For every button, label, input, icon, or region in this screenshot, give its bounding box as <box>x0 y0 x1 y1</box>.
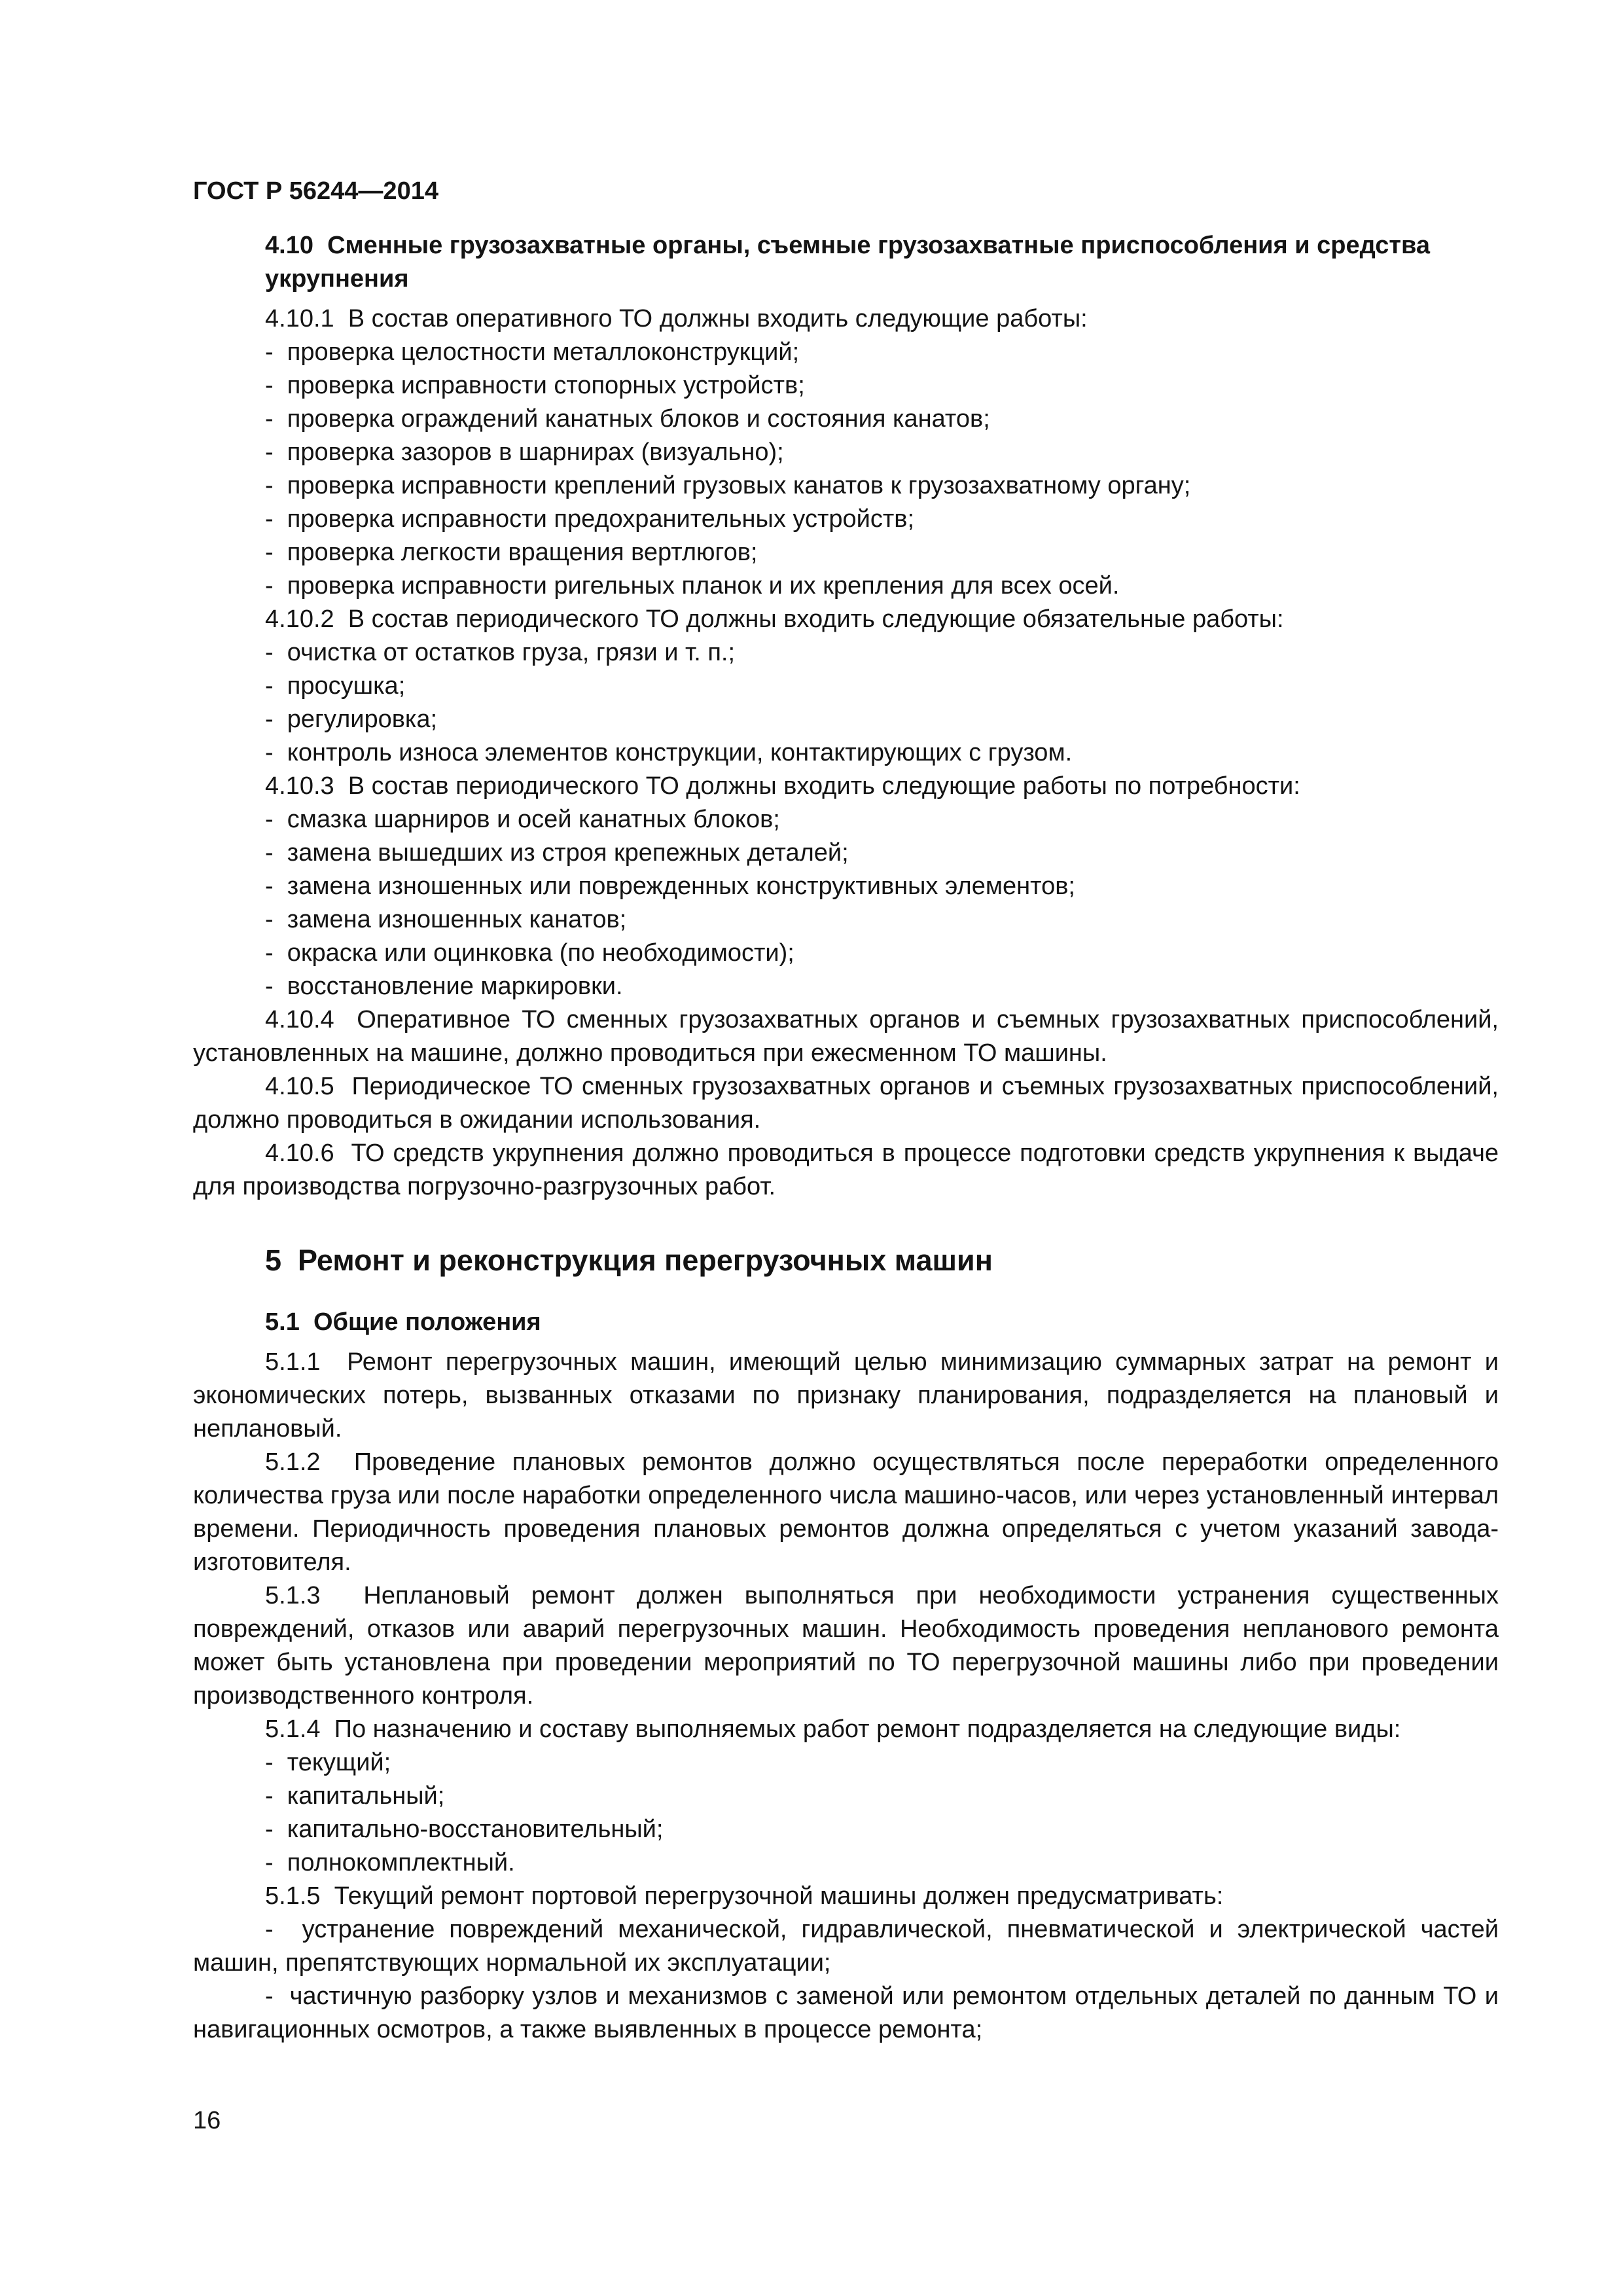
paragraph: 4.10.5 Периодическое ТО сменных грузозахватных органов и съемных грузозахватных приспособлений, должно проводиться в ожидании использования. <box>193 1073 1499 1134</box>
paragraph: 5.1.3 Неплановый ремонт должен выполняться при необходимости устранения существенных повреждений, отказов или аварий перегрузочных машин. Необходимость проведения непланового ремонта может быть установлена при проведении мероприятий по ТО перегрузочной машины либо при проведении производственного контроля. <box>193 1582 1499 1710</box>
list-item: - восстановление маркировки. <box>265 973 623 1000</box>
page-number: 16 <box>193 2107 221 2134</box>
paragraph: 5.1.1 Ремонт перегрузочных машин, имеющий целью минимизацию суммарных затрат на ремонт и экономических потерь, вызванных отказами по признаку планирования, подразделяется на плановый и неплановый. <box>193 1348 1499 1443</box>
paragraph: 4.10.2 В состав периодического ТО должны входить следующие обязательные работы: <box>265 605 1284 633</box>
chapter-heading: 5 Ремонт и реконструкция перегрузочных машин <box>265 1244 993 1277</box>
list-item: - текущий; <box>265 1749 391 1776</box>
list-item: - капитальный; <box>265 1782 445 1810</box>
list-item: - просушка; <box>265 672 406 700</box>
list-item: - замена вышедших из строя крепежных деталей; <box>265 839 849 867</box>
list-item: - очистка от остатков груза, грязи и т. п.; <box>265 639 736 666</box>
section-heading: 4.10 Сменные грузозахватные органы, съемные грузозахватные приспособления и средства укрупнения <box>265 232 1431 293</box>
list-item: - контроль износа элементов конструкции, контактирующих с грузом. <box>265 739 1073 766</box>
section-heading: 5.1 Общие положения <box>265 1308 541 1336</box>
list-item: - проверка исправности стопорных устройств; <box>265 372 805 399</box>
paragraph: 4.10.3 В состав периодического ТО должны входить следующие работы по потребности: <box>265 772 1300 800</box>
document-content <box>193 229 1499 2047</box>
paragraph: 4.10.1 В состав оперативного ТО должны входить следующие работы: <box>265 305 1088 332</box>
list-item: - проверка ограждений канатных блоков и состояния канатов; <box>265 405 990 433</box>
paragraph: 5.1.5 Текущий ремонт портовой перегрузочной машины должен предусматривать: <box>265 1882 1224 1910</box>
list-item: - смазка шарниров и осей канатных блоков; <box>265 806 780 833</box>
list-item: - замена изношенных или поврежденных конструктивных элементов; <box>265 872 1075 900</box>
paragraph: 5.1.4 По назначению и составу выполняемых работ ремонт подразделяется на следующие виды: <box>265 1715 1401 1743</box>
paragraph: 4.10.4 Оперативное ТО сменных грузозахватных органов и съемных грузозахватных приспособлений, установленных на машине, должно проводиться при ежесменном ТО машины. <box>193 1006 1499 1067</box>
list-item: - проверка исправности креплений грузовых канатов к грузозахватному органу; <box>265 472 1191 499</box>
list-item: - полнокомплектный. <box>265 1849 515 1876</box>
list-item: - проверка зазоров в шарнирах (визуально); <box>265 439 784 466</box>
list-item: - проверка исправности предохранительных устройств; <box>265 505 915 533</box>
document-header-standard-number: ГОСТ Р 56244—2014 <box>193 177 438 205</box>
list-item: - замена изношенных канатов; <box>265 906 627 933</box>
list-item: - частичную разборку узлов и механизмов с заменой или ремонтом отдельных деталей по данным ТО и навигационных осмотров, а также выявленных в процессе ремонта; <box>193 1982 1499 2043</box>
list-item: - устранение повреждений механической, гидравлической, пневматической и электрической частей машин, препятствующих нормальной их эксплуатации; <box>193 1916 1499 1977</box>
list-item: - окраска или оцинковка (по необходимости); <box>265 939 794 967</box>
list-item: - проверка исправности ригельных планок и их крепления для всех осей. <box>265 572 1120 600</box>
list-item: - капитально-восстановительный; <box>265 1816 664 1843</box>
list-item: - проверка легкости вращения вертлюгов; <box>265 539 758 566</box>
paragraph: 5.1.2 Проведение плановых ремонтов должно осуществляться после переработки определенного количества груза или после наработки определенного числа машино-часов, или через установленный интервал времени. Периодичность проведения плановых ремонтов должна определяться с учетом указаний завода-изготовителя. <box>193 1448 1499 1576</box>
list-item: - регулировка; <box>265 706 438 733</box>
list-item: - проверка целостности металлоконструкций; <box>265 338 800 366</box>
paragraph: 4.10.6 ТО средств укрупнения должно проводиться в процессе подготовки средств укрупнения к выдаче для производства погрузочно-разгрузочных работ. <box>193 1139 1499 1200</box>
